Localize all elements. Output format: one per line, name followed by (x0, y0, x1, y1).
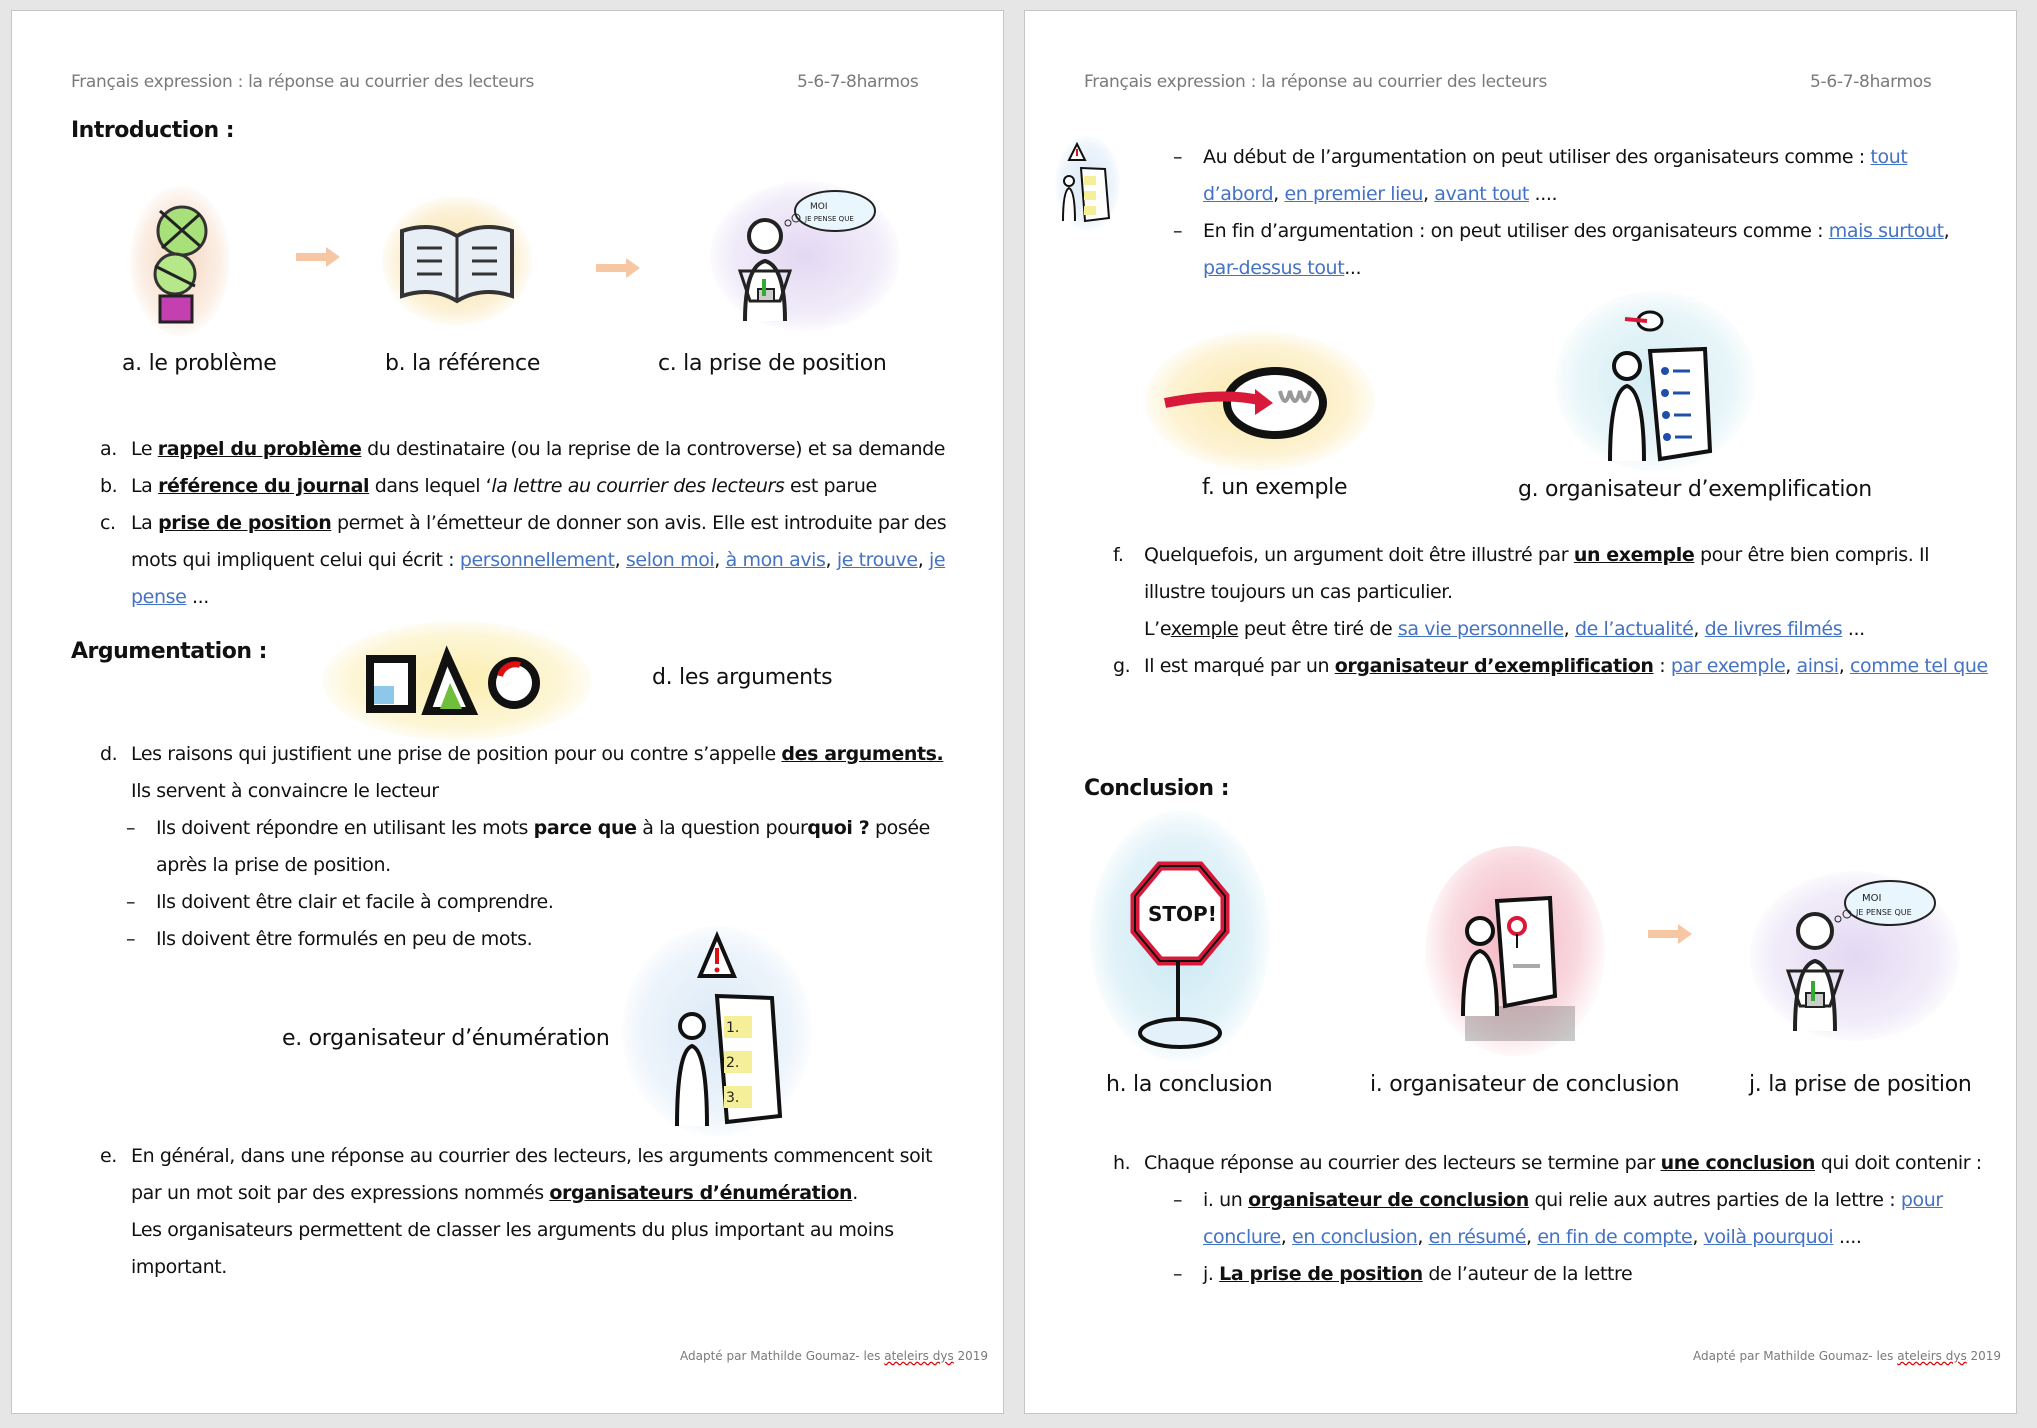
key-term: rappel du problème (157, 438, 362, 460)
bullet-item: – Ils doivent être clair et facile à comprendre. (126, 891, 554, 913)
svg-text:JE PENSE QUE: JE PENSE QUE (805, 215, 854, 223)
page-header-level: 5-6-7-8harmos (797, 72, 919, 92)
caption-g-exemplification: g. organisateur d’exemplification (1518, 477, 1872, 502)
example-link[interactable]: tout (1870, 146, 1908, 168)
example-link[interactable]: conclure (1203, 1226, 1281, 1248)
arguments-shapes-illustration (322, 621, 592, 741)
example-link[interactable]: en résumé (1428, 1226, 1527, 1248)
person-thought-bubble-icon (710, 181, 900, 331)
person-thinking-illustration (710, 181, 900, 331)
list-item-c-line2: mots qui impliquent celui qui écrit : personnellement, selon moi, à mon avis, je trouve, je (131, 549, 946, 571)
example-link[interactable]: en conclusion (1292, 1226, 1418, 1248)
example-link[interactable]: par-dessus tout (1203, 257, 1345, 279)
page-header-level: 5-6-7-8harmos (1810, 72, 1932, 92)
caption-d-arguments: d. les arguments (652, 665, 833, 690)
list-item-d: d. Les raisons qui justifient une prise de position pour ou contre s’appelle des arguments. (100, 743, 944, 765)
caption-b-reference: b. la référence (385, 351, 541, 376)
bullet-item-cont: d’abord, en premier lieu, avant tout .... (1203, 183, 1558, 205)
example-link[interactable]: je (928, 549, 946, 571)
list-item-e-line4: important. (131, 1256, 227, 1278)
bullet-item: – Ils doivent être formulés en peu de mots. (126, 928, 533, 950)
caption-j-prise-de-position: j. la prise de position (1749, 1072, 1972, 1097)
caption-h-conclusion: h. la conclusion (1106, 1072, 1273, 1097)
section-heading-conclusion: Conclusion : (1084, 776, 1230, 801)
page-header-title: Français expression : la réponse au courrier des lecteurs (71, 72, 535, 92)
key-term: organisateur de conclusion (1248, 1189, 1529, 1211)
arrow-into-circle-icon (1145, 331, 1375, 471)
caption-i-organisateur-conclusion: i. organisateur de conclusion (1370, 1072, 1680, 1097)
example-link[interactable]: sa vie personnelle (1397, 618, 1564, 640)
bullet-item-cont: après la prise de position. (156, 854, 391, 876)
example-link[interactable]: ainsi (1796, 655, 1839, 677)
bullet-item: – Au début de l’argumentation on peut utiliser des organisateurs comme : tout (1173, 146, 1908, 168)
exemplification-organizer-illustration (1555, 291, 1755, 471)
key-term: organisateurs d’énumération (549, 1182, 853, 1204)
list-item-f-line3: L’exemple peut être tiré de sa vie personnelle, de l’actualité, de livres filmés ... (1144, 618, 1865, 640)
example-link[interactable]: à mon avis (725, 549, 826, 571)
list-item-b: b. La référence du journal dans lequel ‘la lettre au courrier des lecteurs est parue (100, 475, 877, 497)
example-link[interactable]: voilà pourquoi (1703, 1226, 1834, 1248)
cactus-problem-illustration (130, 186, 230, 336)
stop-sign-illustration (1090, 811, 1270, 1061)
key-term: prise de position (158, 512, 332, 534)
bullet-item: – j. La prise de position de l’auteur de la lettre (1173, 1263, 1633, 1285)
bullet-item: – En fin d’argumentation : on peut utiliser des organisateurs comme : mais surtout, (1173, 220, 1950, 242)
list-item-f: f. Quelquefois, un argument doit être illustré par un exemple pour être bien compris. Il (1113, 544, 1930, 566)
person-document-stop-icon (1425, 846, 1605, 1056)
spelling-error[interactable]: ateleirs dys (884, 1349, 954, 1363)
key-term: un exemple (1573, 544, 1695, 566)
page-footer: Adapté par Mathilde Goumaz- les ateleirs dys 2019 (1693, 1349, 2002, 1363)
svg-text:MOI: MOI (1862, 893, 1882, 904)
example-link[interactable]: mais surtout (1828, 220, 1944, 242)
key-term: une conclusion (1660, 1152, 1816, 1174)
list-item-g: g. Il est marqué par un organisateur d’exemplification : par exemple, ainsi, comme tel que (1113, 655, 1988, 677)
key-term: référence du journal (158, 475, 370, 497)
list-item-h: h. Chaque réponse au courrier des lecteurs se termine par une conclusion qui doit contenir : (1113, 1152, 1982, 1174)
open-book-illustration (382, 196, 532, 326)
cactus-icon (130, 186, 230, 336)
example-link[interactable]: par exemple (1670, 655, 1786, 677)
shapes-icon (322, 621, 592, 741)
example-link[interactable]: avant tout (1434, 183, 1529, 205)
example-link[interactable]: de l’actualité (1574, 618, 1694, 640)
key-term: La prise de position (1219, 1263, 1423, 1285)
caption-f-exemple: f. un exemple (1202, 475, 1348, 500)
list-warning-icon (1055, 136, 1120, 231)
list-item-e: e. En général, dans une réponse au courrier des lecteurs, les arguments commencent soit (100, 1145, 933, 1167)
list-item-d-line2: Ils servent à convaincre le lecteur (131, 780, 439, 802)
example-link[interactable]: en premier lieu (1284, 183, 1423, 205)
list-item-e-line3: Les organisateurs permettent de classer les arguments du plus important au moins (131, 1219, 894, 1241)
key-term: organisateur d’exemplification (1334, 655, 1654, 677)
section-heading-argumentation: Argumentation : (71, 639, 267, 664)
example-link[interactable]: comme tel que (1849, 655, 1988, 677)
person-list-icon (1555, 291, 1755, 471)
page-header-title: Français expression : la réponse au courrier des lecteurs (1084, 72, 1548, 92)
caption-c-prise-de-position: c. la prise de position (658, 351, 887, 376)
list-item-e-line2: par un mot soit par des expressions nommés organisateurs d’énumération. (131, 1182, 858, 1204)
bullet-item: – i. un organisateur de conclusion qui relie aux autres parties de la lettre : pour (1173, 1189, 1943, 1211)
flow-arrow-icon (596, 258, 640, 278)
list-warning-icon (622, 926, 812, 1136)
list-item-c-line3: pense ... (131, 586, 209, 608)
conclusion-organizer-illustration (1425, 846, 1605, 1056)
enumeration-organizer-small-illustration (1055, 136, 1120, 231)
document-page-1 (12, 11, 1003, 1413)
svg-text:JE PENSE QUE: JE PENSE QUE (1856, 908, 1912, 917)
caption-e-enumeration: e. organisateur d’énumération (282, 1026, 610, 1051)
list-item-a: a. Le rappel du problème du destinataire (ou la reprise de la controverse) et sa demande (100, 438, 946, 460)
svg-text:MOI: MOI (810, 202, 828, 212)
page-footer: Adapté par Mathilde Goumaz- les ateleirs dys 2019 (680, 1349, 989, 1363)
document-page-2 (1025, 11, 2016, 1413)
example-link[interactable]: pour (1900, 1189, 1943, 1211)
book-icon (382, 196, 532, 326)
person-thought-bubble-icon (1750, 871, 1960, 1041)
example-link[interactable]: de livres filmés (1704, 618, 1843, 640)
bullet-item-cont: conclure, en conclusion, en résumé, en fin de compte, voilà pourquoi .... (1203, 1226, 1862, 1248)
section-heading-introduction: Introduction : (71, 118, 235, 143)
stop-sign-icon (1090, 811, 1270, 1061)
bullet-item-cont: par-dessus tout... (1203, 257, 1362, 279)
example-link[interactable]: pense (131, 586, 187, 608)
example-link[interactable]: en fin de compte (1537, 1226, 1693, 1248)
svg-text:STOP!: STOP! (1148, 902, 1217, 926)
example-link[interactable]: personnellement (459, 549, 615, 571)
svg-text:1.: 1. (726, 1020, 740, 1036)
svg-text:2.: 2. (726, 1055, 740, 1071)
enumeration-organizer-illustration (622, 926, 812, 1136)
example-link[interactable]: d’abord (1203, 183, 1274, 205)
example-link[interactable]: selon moi (625, 549, 715, 571)
list-item-f-line2: illustre toujours un cas particulier. (1144, 581, 1453, 603)
example-illustration (1145, 331, 1375, 471)
flow-arrow-icon (296, 247, 340, 267)
spelling-error[interactable]: ateleirs dys (1897, 1349, 1967, 1363)
person-thinking-illustration (1750, 871, 1960, 1041)
svg-text:3.: 3. (726, 1090, 740, 1106)
list-item-c: c. La prise de position permet à l’émetteur de donner son avis. Elle est introduite par des (100, 512, 947, 534)
flow-arrow-icon (1648, 924, 1692, 944)
key-term: des arguments. (781, 743, 944, 765)
caption-a-probleme: a. le problème (122, 351, 277, 376)
bullet-item: – Ils doivent répondre en utilisant les mots parce que à la question pourquoi ? posée (126, 817, 930, 839)
example-link[interactable]: je trouve (836, 549, 918, 571)
